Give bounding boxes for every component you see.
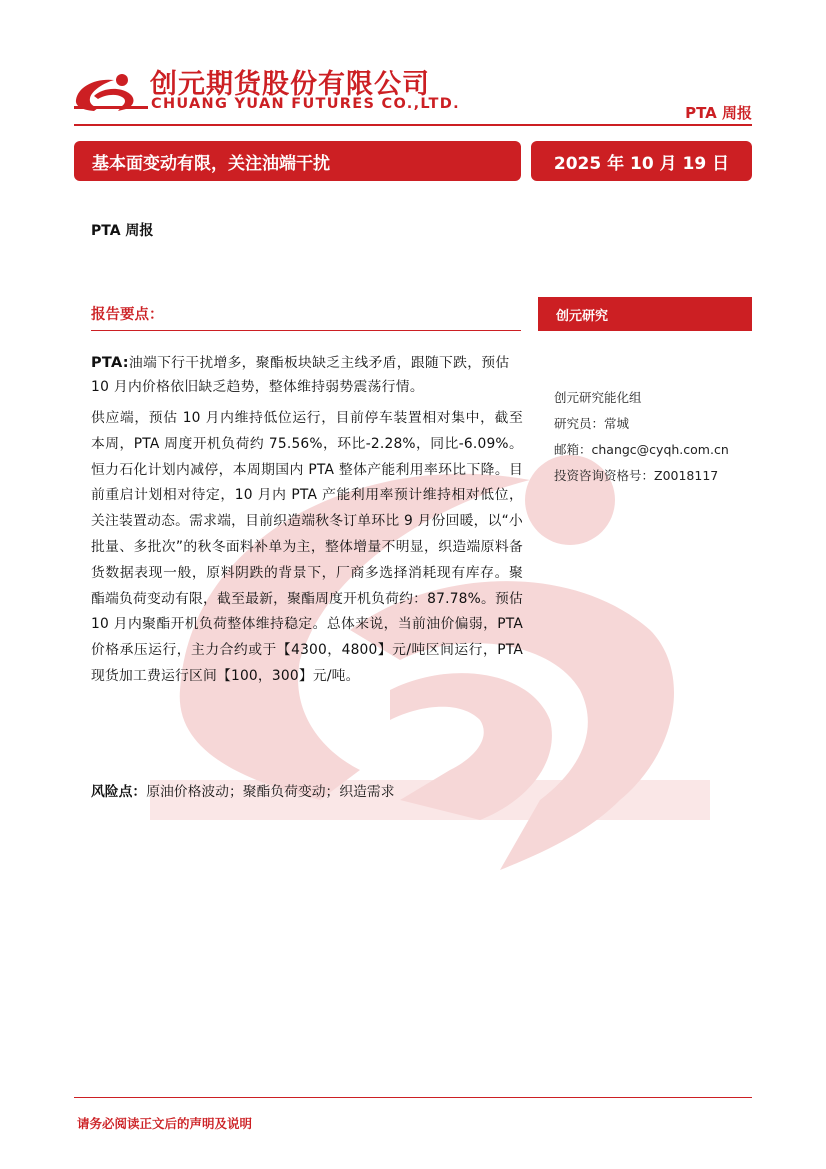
research-team: 创元研究能化组 [554, 390, 642, 405]
report-type-heading: PTA 周报 [91, 223, 154, 239]
report-title-banner [74, 141, 521, 181]
footer-disclaimer: 请务必阅读正文后的声明及说明 [77, 1116, 253, 1131]
company-logo-icon [74, 68, 148, 112]
header-divider [74, 124, 752, 126]
risk-points [91, 780, 395, 800]
key-points-heading: 报告要点： [91, 307, 164, 323]
risk-label: 风险点： [91, 784, 147, 800]
key-points-divider [91, 330, 521, 331]
license-number: 投资咨询资格号：Z0018117 [554, 468, 719, 483]
company-name-en: CHUANG YUAN FUTURES CO.,LTD. [151, 96, 460, 112]
sidebar-heading [538, 297, 752, 331]
report-type-label: PTA 周报 [685, 104, 752, 122]
analysis-body: 供应端，预估 10 月内维持低位运行，目前停车装置相对集中，截至本周，PTA 周度开机负荷约 75.56%，环比-2.28%，同比-6.09%。恒力石化计划内减停，本周期国内 PTA 整体产能利用率环比下降。目前重启计划相对待定，10 月内 PTA 产能利用率预计维持相对低位，关注装置动态。需求端，目前织造端秋冬订单环比 9 月份回暖，以“小批量、多批次”的秋冬面料补单为主，整体增量不明显，织造端原料备货数据表现一般，原料阴跌的背景下，厂商多选择消耗现有库存。聚酯端负荷变动有限，截至最新，聚酯周度开机负荷约：87.78%。预估 10 月内聚酯开机负荷整体维持稳定。总体来说，当前油价偏弱，PTA 价格承压运行，主力合约或于【4300，4800】元/吨区间运行，PTA 现货加工费运行区间【100，300】元/吨。 [91, 410, 523, 684]
researcher-name: 研究员：常城 [554, 416, 630, 431]
pta-label: PTA: [91, 355, 129, 371]
company-name-cn: 创元期货股份有限公司 [150, 69, 430, 100]
researcher-email[interactable]: 邮箱：changc@cyqh.com.cn [554, 442, 729, 457]
footer-divider [74, 1097, 752, 1098]
risk-text: 原油价格波动；聚酯负荷变动；织造需求 [146, 784, 395, 800]
report-date-banner [531, 141, 752, 181]
report-title: 基本面变动有限，关注油端干扰 [92, 153, 330, 174]
pta-summary [91, 351, 523, 399]
pta-summary-text: 油端下行干扰增多，聚酯板块缺乏主线矛盾，跟随下跌，预估 10 月内价格依旧缺乏趋势，整体维持弱势震荡行情。 [91, 355, 510, 395]
report-date: 2025 年 10 月 19 日 [553, 153, 730, 174]
sidebar-heading-text: 创元研究 [556, 308, 609, 324]
